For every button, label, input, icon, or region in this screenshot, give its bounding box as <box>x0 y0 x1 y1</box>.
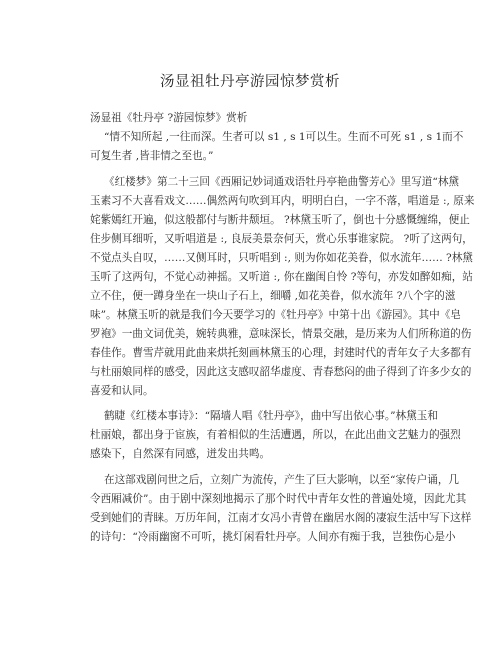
text-line: 的诗句：“冷雨幽窗不可听，挑灯闲看牡丹亭。人间亦有痴于我，岂独伤心是小 <box>90 531 456 543</box>
document-title: 汤显祖牡丹亭游园惊梦赏析 <box>160 74 340 90</box>
text-line: 令西厢减价”。由于剧中深刻地揭示了那个时代中青年女性的普遍处境，因此尤其 <box>90 493 467 505</box>
text-line: 鹤睫《红楼本事诗》：“隔墙人唱《牡丹亭》，曲中写出依心事。”林黛玉和 <box>104 410 438 422</box>
text-line: “情不知所起 ,一往而深。生者可以 s1 , s 1可以生。生而不可死 s1 , s 1而不 <box>104 131 464 143</box>
text-line: 杜丽娘，都出身于宦族，有着相似的生活遭遇，所以，在此出曲文艺魅力的强烈 <box>90 429 461 441</box>
text-line: 《红楼梦》第二十三回《西厢记妙词通戏语牡丹亭艳曲警芳心》里写道“林黛 <box>104 176 460 188</box>
text-line: 住步侧耳细听，又听唱道是 :, 良辰美景奈何天，赏心乐事谁家院。 ?听了这两句， <box>90 233 473 245</box>
text-line: 感染下，自然深有同感，迸发出共鸣。 <box>90 448 271 460</box>
document-subtitle: 汤显祖《牡丹亭 ?游园惊梦》赏析 <box>90 112 248 124</box>
text-line: 姹紫嫣红开遍，似这般都付与断井颓垣。 ?林黛玉听了，倒也十分感慨缠绵，便止 <box>90 214 470 226</box>
text-line: 不觉点头自叹，……又侧耳时，只听唱到 :, 则为你如花美眷，似水流年…… ?林黛 <box>90 252 473 264</box>
text-line: 受到她们的青睐。万历年间，江南才女冯小青曾在幽居水阁的凄寂生活中写下这样 <box>90 512 472 524</box>
text-line: 可复生者 ,皆非情之至也。” <box>90 150 214 162</box>
text-line: 玉听了这两句，不觉心动神摇。又听道 :, 你在幽闺自怜 ?等句，亦发如醉如痴，站 <box>90 271 473 283</box>
text-line: 立不住，便一蹲身坐在一块山子石上，细嚼 ,如花美眷，似水流年 ?八个字的滋 <box>90 290 456 302</box>
text-line: 与杜丽娘同样的感受，因此这支感叹韶华虚度、青春愁闷的曲子得到了许多少女的 <box>90 366 472 378</box>
text-line: 味”。林黛玉听的就是我们今天要学习的《牡丹亭》中第十出《游园》。其中《皂 <box>90 309 461 321</box>
text-line: 喜爱和认同。 <box>90 385 154 397</box>
text-line: 春佳作。曹雪芹就用此曲来烘托刻画林黛玉的心理，封建时代的青年女子大多都有 <box>90 347 472 359</box>
text-line: 在这部戏剧问世之后，立刻广为流传，产生了巨大影响，以至“家传户诵，几 <box>104 474 460 486</box>
text-line: 玉素习不大喜看戏文……偶然两句吹到耳内，明明白白，一字不落，唱道是 :, 原来 <box>90 195 475 207</box>
text-line: 罗袍》一曲文词优美，婉转典雅，意味深长，情景交融，是历来为人们所称道的伤 <box>90 328 472 340</box>
